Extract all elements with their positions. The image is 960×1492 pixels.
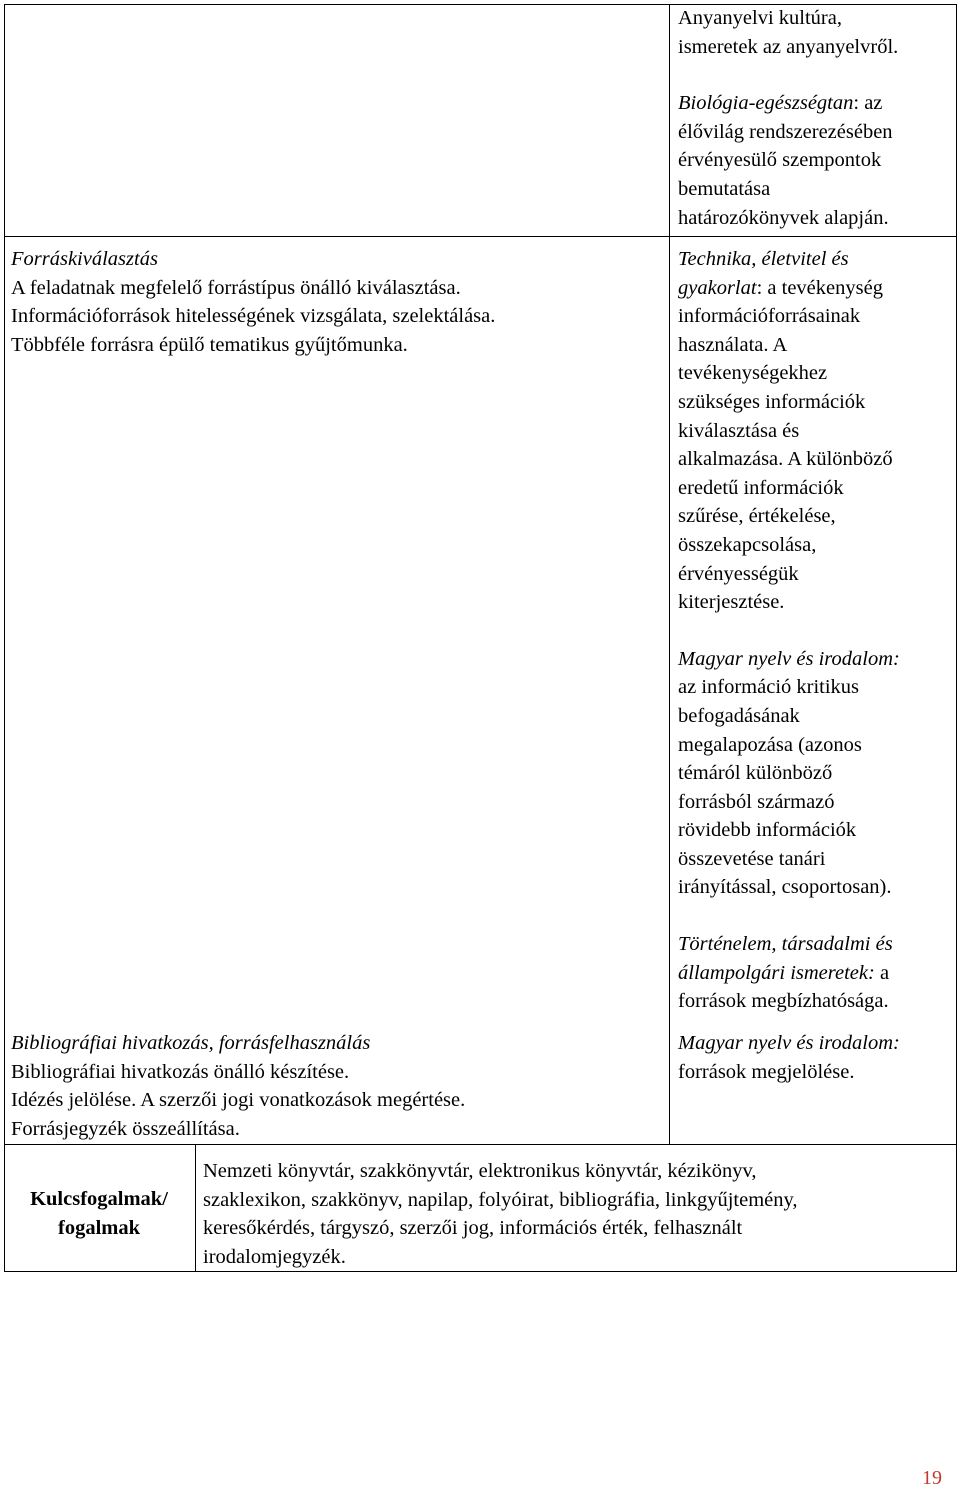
anyanyelvi-line: ismeretek az anyanyelvről. [678, 35, 899, 58]
section-line: Idézés jelölése. A szerzői jogi vonatkozások megértése. [11, 1089, 466, 1112]
key-concepts-line: keresőkérdés, tárgyszó, szerzői jog, információs érték, felhasznált [203, 1217, 743, 1240]
technology-line: információforrásainak [678, 305, 861, 328]
technology-line: alkalmazása. A különböző [678, 448, 893, 471]
table-border-left [4, 4, 5, 1272]
section-heading: Bibliográfiai hivatkozás, forrásfelhasználás [11, 1032, 371, 1054]
row-divider-upper [4, 236, 957, 237]
literature-line: összevetése tanári [678, 847, 826, 870]
biology-line: érvényesülő szempontok [678, 149, 882, 172]
section-line: Többféle forrásra épülő tematikus gyűjtőmunka. [11, 333, 408, 356]
page-number: 19 [922, 1467, 942, 1489]
section-line: A feladatnak megfelelő forrástípus önálló kiválasztása. [11, 276, 461, 299]
cross-curricular-column [678, 4, 898, 232]
technology-line: kiválasztása és [678, 419, 800, 442]
anyanyelvi-line: Anyanyelvi kultúra, [678, 7, 842, 29]
key-concepts-label: Kulcsfogalmak/ fogalmak [30, 1188, 168, 1239]
literature-line: források megjelölése. [678, 1060, 855, 1083]
technology-line: összekapcsolása, [678, 533, 817, 556]
technology-subject-line: gyakorlat: a tevékenység [678, 276, 883, 299]
biology-line: határozókönyvek alapján. [678, 206, 889, 229]
literature-line: irányítással, csoportosan). [678, 876, 892, 899]
history-subject-line: Történelem, társadalmi és [678, 933, 893, 956]
technology-line: kiterjesztése. [678, 591, 785, 614]
source-selection-section [11, 245, 495, 359]
technology-section [678, 245, 900, 1016]
literature-subject-line: Magyar nyelv és irodalom: [678, 1032, 900, 1054]
section-heading: Forráskiválasztás [11, 248, 158, 270]
technology-line: érvényességük [678, 562, 799, 585]
technology-line: szükséges információk [678, 390, 866, 413]
key-concepts-line: irodalomjegyzék. [203, 1245, 346, 1268]
bibliography-section [11, 1029, 465, 1143]
technology-subject-line: Technika, életvitel és [678, 248, 849, 270]
biology-subject-line: Biológia-egészségtan: az [678, 92, 883, 115]
technology-line: eredetű információk [678, 476, 844, 499]
literature-line: befogadásának [678, 704, 800, 727]
section-line: Bibliográfiai hivatkozás önálló készítése. [11, 1060, 350, 1083]
literature-line: témáról különböző [678, 762, 833, 785]
section-line: Forrásjegyzék összeállítása. [11, 1117, 240, 1140]
literature-line: megalapozása (azonos [678, 733, 862, 756]
row-divider-lower [4, 1144, 957, 1145]
key-concepts-list [203, 1157, 798, 1271]
table-border-right [956, 4, 957, 1272]
section-line: Információforrások hitelességének vizsgálata, szelektálása. [11, 305, 496, 328]
key-concepts-line: Nemzeti könyvtár, szakkönyvtár, elektronikus könyvtár, kézikönyv, [203, 1160, 757, 1182]
keyword-row-divider [195, 1144, 196, 1272]
literature-subject-line: Magyar nyelv és irodalom: [678, 647, 900, 670]
biology-line: bemutatása [678, 177, 771, 200]
literature-line: forrásból származó [678, 790, 835, 813]
subject-name: Biológia-egészségtan [678, 92, 854, 115]
literature-line: rövidebb információk [678, 819, 857, 842]
technology-line: használata. A [678, 333, 788, 356]
literature-sources-section [678, 1029, 900, 1086]
technology-line: szűrése, értékelése, [678, 505, 836, 528]
literature-line: az információ kritikus [678, 676, 860, 699]
column-divider [669, 4, 670, 1145]
technology-line: tevékenységekhez [678, 362, 828, 385]
history-line: források megbízhatósága. [678, 990, 889, 1013]
history-subject-line: állampolgári ismeretek: a [678, 961, 890, 984]
key-concepts-line: szaklexikon, szakkönyv, napilap, folyóirat, bibliográfia, linkgyűjtemény, [203, 1188, 798, 1211]
biology-line: élővilág rendszerezésében [678, 120, 893, 143]
